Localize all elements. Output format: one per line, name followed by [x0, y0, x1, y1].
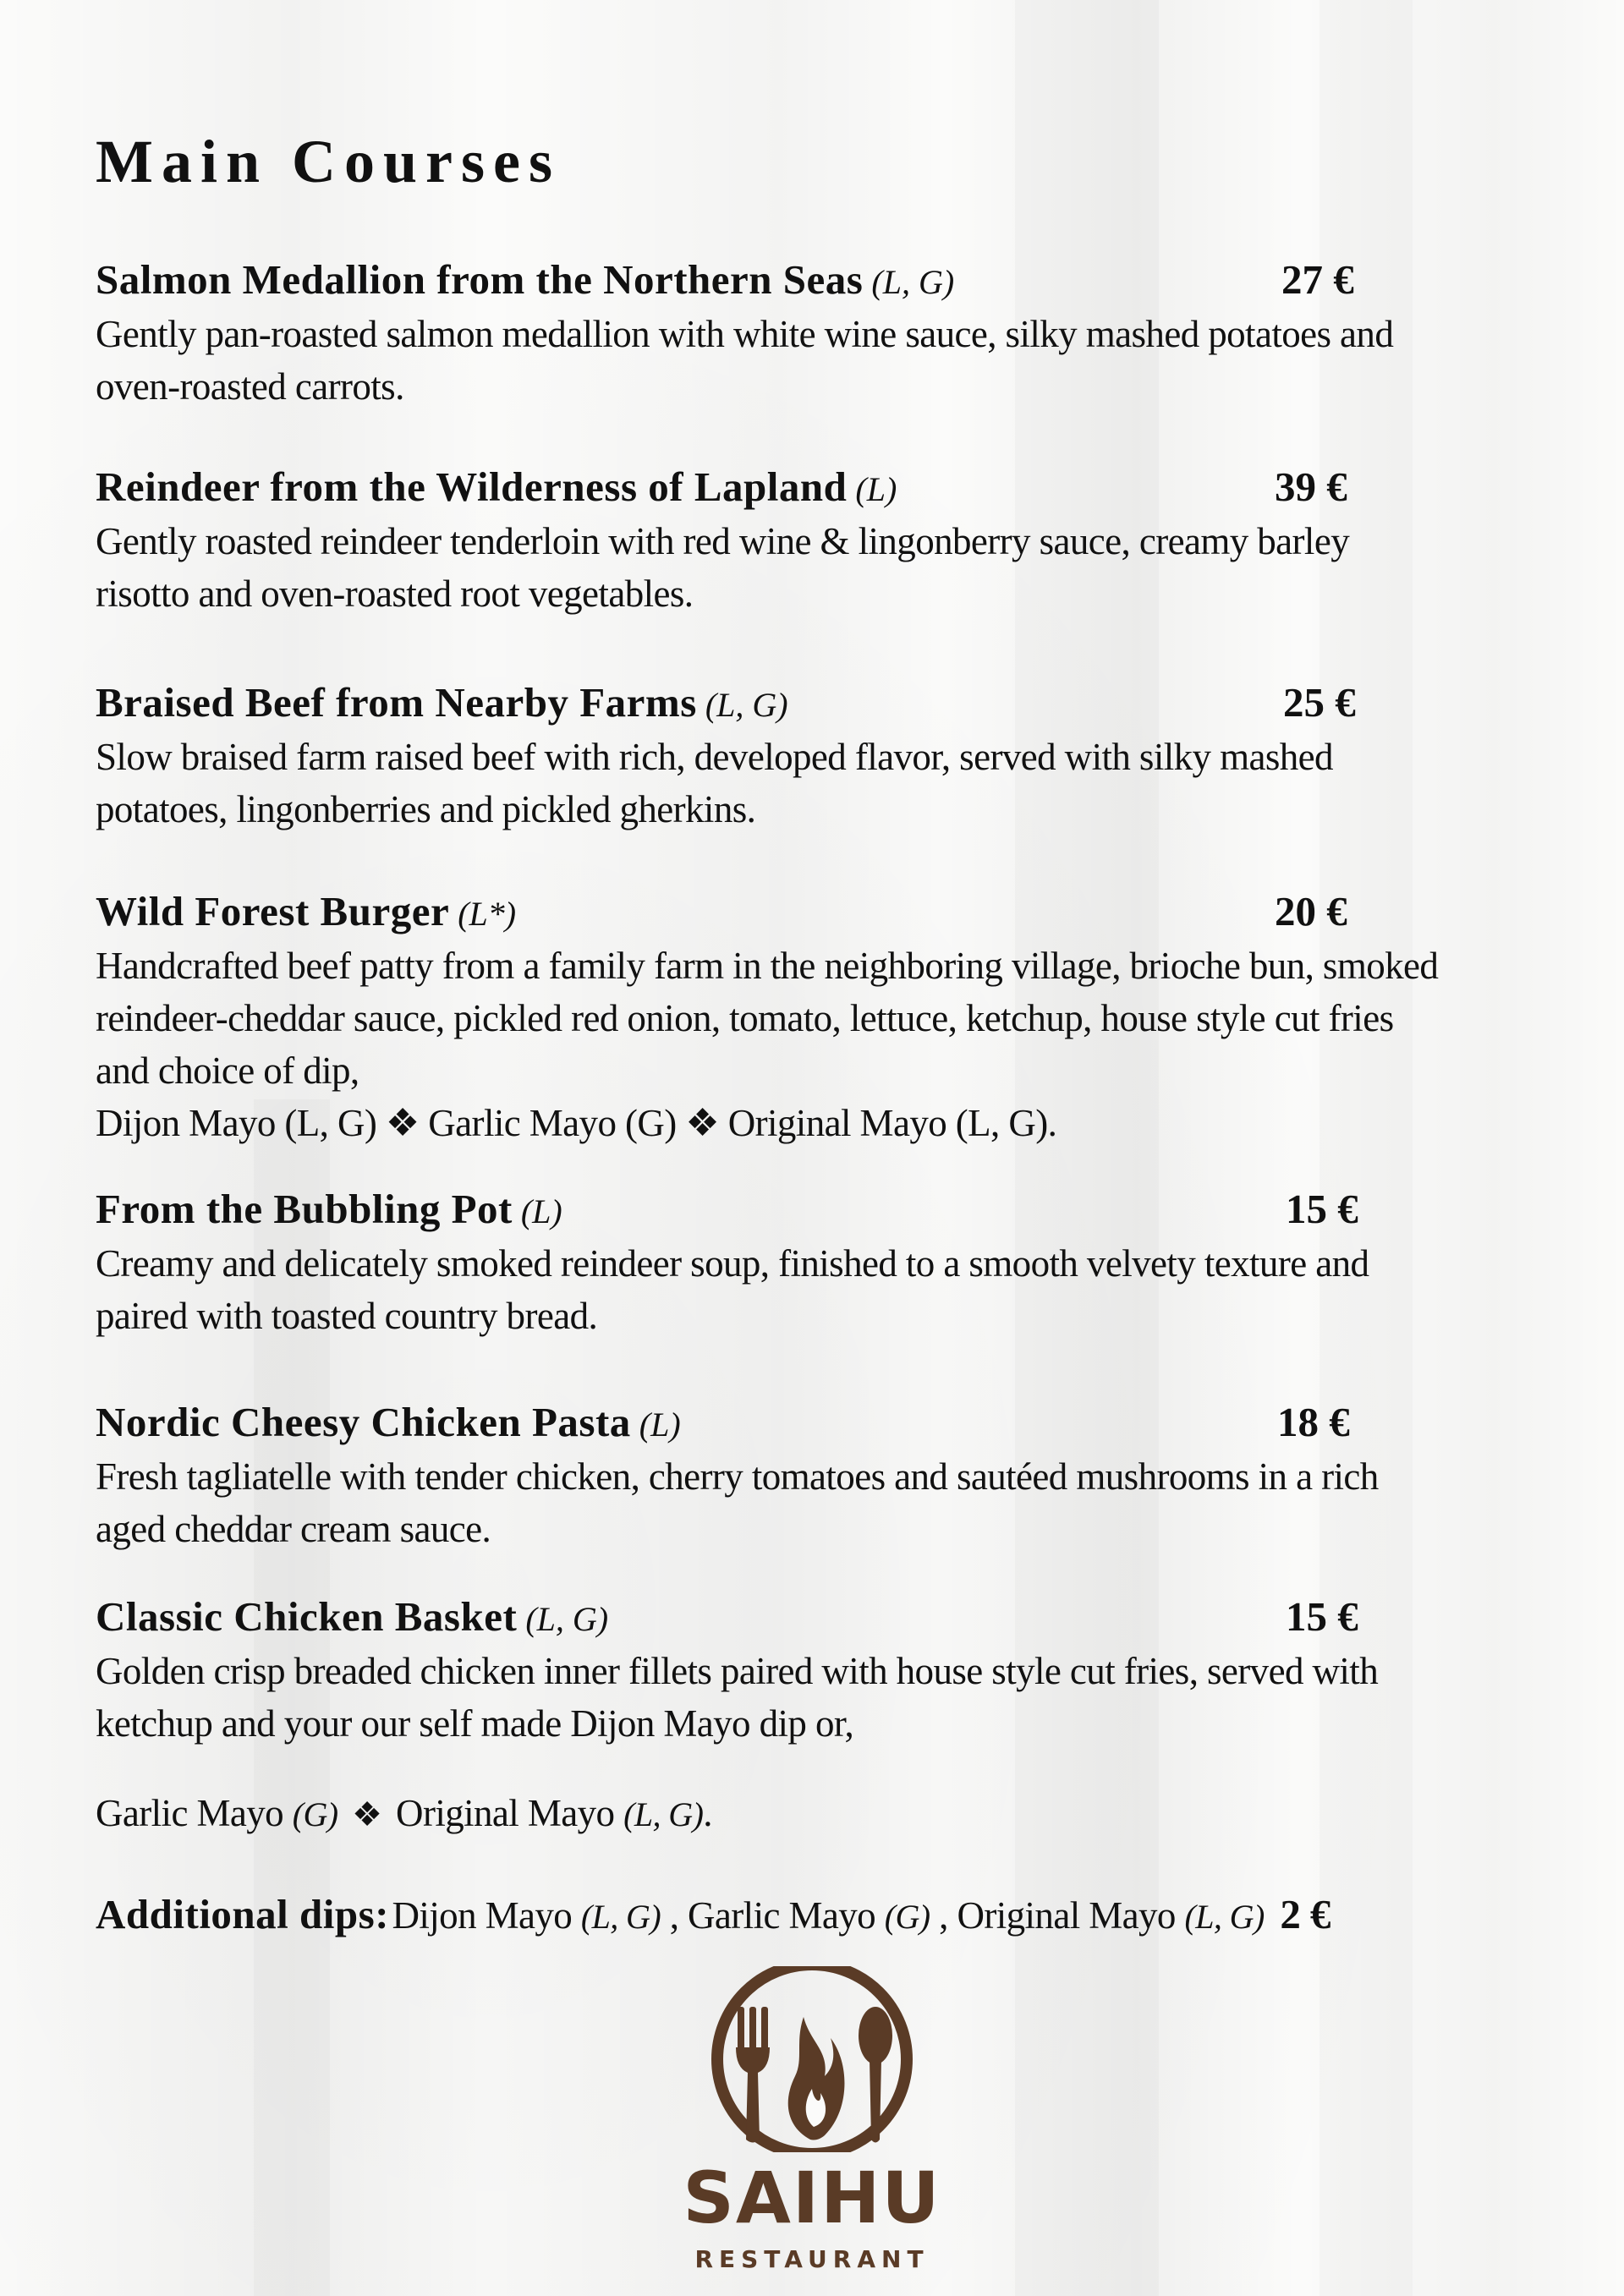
description-line: reindeer-cheddar sauce, pickled red onion, tomato, lettuce, ketchup, house style cut fries [96, 997, 1394, 1039]
menu-item-allergens: (L, G) [871, 263, 955, 301]
menu-item [96, 1185, 1550, 1342]
menu-item-description [96, 731, 1550, 836]
description-line: and choice of dip, [96, 1049, 359, 1092]
description-line: aged cheddar cream sauce. [96, 1508, 491, 1550]
menu-item-name: Nordic Cheesy Chicken Pasta [96, 1399, 631, 1445]
menu-item [96, 1398, 1550, 1555]
page-title: Main Courses [96, 128, 561, 195]
dip-allergens: (L, G) [1184, 1898, 1265, 1936]
description-line: Gently roasted reindeer tenderloin with red wine & lingonberry sauce, creamy barley [96, 520, 1350, 562]
dip-name: Dijon Mayo [392, 1894, 573, 1937]
menu-item-price: 18 € [1277, 1399, 1350, 1445]
menu-item-name: Wild Forest Burger [96, 888, 450, 934]
description-line: Slow braised farm raised beef with rich, developed flavor, served with silky mashed [96, 736, 1333, 778]
menu-item-description [96, 308, 1550, 413]
menu-item-header [96, 463, 1550, 513]
menu-item-price: 15 € [1286, 1186, 1358, 1232]
menu-item [96, 1592, 1550, 1750]
dip-name: Garlic Mayo [96, 1792, 284, 1834]
description-line: oven-roasted carrots. [96, 365, 404, 408]
diamond-separator-icon: ❖ [352, 1795, 382, 1833]
description-line: risotto and oven-roasted root vegetables. [96, 573, 694, 615]
description-line: potatoes, lingonberries and pickled gherkins. [96, 788, 756, 830]
description-line: Gently pan-roasted salmon medallion with white wine sauce, silky mashed potatoes and [96, 313, 1394, 355]
dip-name: Original Mayo [957, 1894, 1176, 1937]
menu-item-name: Braised Beef from Nearby Farms [96, 679, 697, 726]
menu-item-name: Salmon Medallion from the Northern Seas [96, 256, 864, 303]
menu-item [96, 255, 1550, 413]
menu-item-allergens: (L, G) [705, 686, 788, 724]
description-line: paired with toasted country bread. [96, 1295, 598, 1337]
menu-item-allergens: (L*) [458, 895, 517, 933]
dip-allergens: (G) [884, 1898, 930, 1936]
additional-dips-price: 2 € [1280, 1891, 1330, 1937]
menu-item-description [96, 1237, 1550, 1342]
menu-item-price: 25 € [1283, 679, 1356, 726]
menu-item-name: Classic Chicken Basket [96, 1593, 518, 1640]
dip-allergens: (G) [292, 1795, 338, 1833]
description-line: Creamy and delicately smoked reindeer soup, finished to a smooth velvety texture and [96, 1242, 1369, 1285]
dip-allergens: (L, G) [580, 1898, 661, 1936]
menu-item-description [96, 515, 1550, 620]
menu-item-name: Reindeer from the Wilderness of Lapland [96, 463, 848, 510]
menu-item-price: 39 € [1275, 463, 1347, 510]
menu-item-description [96, 1645, 1550, 1750]
restaurant-logo [668, 1966, 956, 2288]
menu-item-header [96, 255, 1550, 306]
menu-item-header [96, 1592, 1550, 1643]
dip-name: Original Mayo [396, 1792, 615, 1834]
note-end: . [703, 1792, 712, 1834]
description-line: Fresh tagliatelle with tender chicken, cherry tomatoes and sautéed mushrooms in a rich [96, 1455, 1379, 1498]
menu-item-header [96, 1398, 1550, 1449]
fork-flame-spoon-icon [668, 1966, 956, 2152]
logo-name: SAIHU [683, 2156, 941, 2239]
menu-item [96, 678, 1550, 836]
dip-name: Garlic Mayo [688, 1894, 876, 1937]
description-line: ketchup and your our self made Dijon Mayo dip or, [96, 1702, 854, 1745]
menu-item-header [96, 1185, 1550, 1236]
description-line: Dijon Mayo (L, G) ❖ Garlic Mayo (G) ❖ Original Mayo (L, G). [96, 1102, 1057, 1144]
menu-item-allergens: (L) [520, 1192, 562, 1230]
menu-item-header [96, 887, 1550, 938]
menu-item-description [96, 1450, 1550, 1555]
menu-item-allergens: (L) [855, 470, 897, 508]
additional-dips: Additional dips: Dijon Mayo (L, G) , Garlic Mayo (G) , Original Mayo (L, G) 2 € [96, 1891, 1330, 1937]
description-line: Handcrafted beef patty from a family farm in the neighboring village, brioche bun, smoked [96, 945, 1439, 987]
menu-item [96, 887, 1550, 1149]
menu-item-price: 20 € [1275, 888, 1347, 934]
menu-item-price: 15 € [1286, 1593, 1358, 1640]
menu-item [96, 463, 1550, 620]
menu-item-description [96, 940, 1550, 1149]
menu-item-allergens: (L) [639, 1406, 681, 1444]
menu-item-header [96, 678, 1550, 729]
additional-dips-label: Additional dips: [96, 1891, 390, 1937]
dip-allergens: (L, G) [623, 1795, 704, 1833]
description-line: Golden crisp breaded chicken inner fillets paired with house style cut fries, served with [96, 1650, 1379, 1692]
menu-item-allergens: (L, G) [525, 1600, 609, 1638]
menu-item-name: From the Bubbling Pot [96, 1186, 513, 1232]
logo-subtitle: RESTAURANT [694, 2245, 930, 2273]
dip-options-note [96, 1791, 712, 1835]
menu-item-price: 27 € [1281, 256, 1354, 303]
